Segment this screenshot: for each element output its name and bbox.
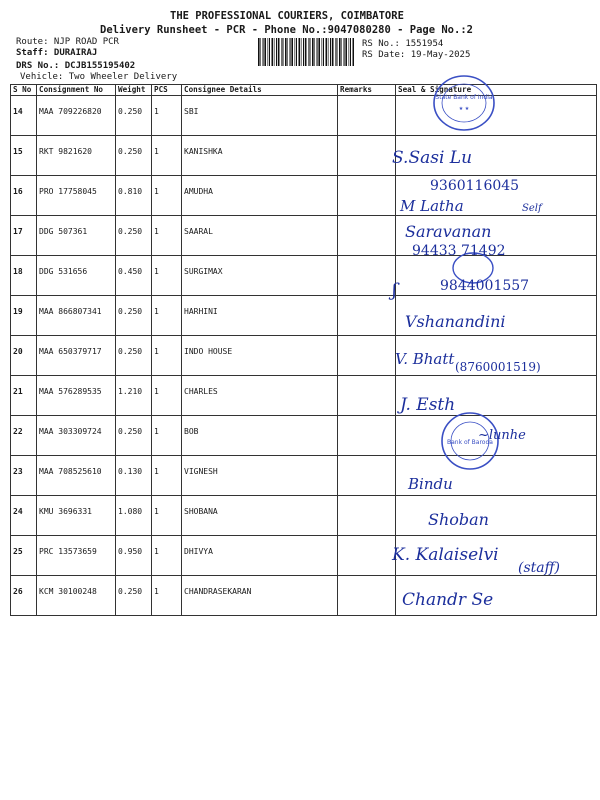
cell-consignment-no: DDG 531656 — [37, 256, 116, 296]
phone-row-16: 9360116045 — [430, 178, 520, 194]
cell-consignment-no: MAA 709226820 — [37, 96, 116, 136]
cell-sno: 19 — [11, 296, 37, 336]
cell-sno: 23 — [11, 456, 37, 496]
cell-weight: 0.250 — [116, 96, 152, 136]
cell-seal-signature — [396, 496, 597, 536]
cell-pcs: 1 — [152, 456, 182, 496]
cell-consignee: AMUDHA — [182, 176, 338, 216]
cell-consignment-no: PRC 13573659 — [37, 536, 116, 576]
cell-weight: 1.210 — [116, 376, 152, 416]
cell-sno: 26 — [11, 576, 37, 616]
cell-sno: 18 — [11, 256, 37, 296]
col-header-pcs: PCS — [152, 85, 182, 96]
cell-consignee: KANISHKA — [182, 136, 338, 176]
cell-remarks — [338, 176, 396, 216]
signature-row-15: S.Sasi Lu — [392, 148, 473, 168]
cell-pcs: 1 — [152, 576, 182, 616]
cell-remarks — [338, 136, 396, 176]
cell-weight: 0.250 — [116, 136, 152, 176]
signature-row-18: ʃ — [392, 280, 397, 301]
cell-consignee: SHOBANA — [182, 496, 338, 536]
phone-row-18: 9844001557 — [440, 278, 530, 294]
cell-consignee: CHANDRASEKARAN — [182, 576, 338, 616]
col-header-seal-signature: Seal & Signature — [396, 85, 597, 96]
table-row — [11, 216, 597, 256]
cell-pcs: 1 — [152, 256, 182, 296]
table-row — [11, 136, 597, 176]
table-row — [11, 496, 597, 536]
rs-number: RS No.: 1551954 — [362, 39, 444, 49]
cell-pcs: 1 — [152, 536, 182, 576]
col-header-weight: Weight — [116, 85, 152, 96]
cell-consignee: DHIVYA — [182, 536, 338, 576]
runsheet-subtitle: Delivery Runsheet - PCR - Phone No.:9047080280 - Page No.:2 — [100, 24, 473, 36]
table-header-row — [11, 85, 597, 96]
cell-consignment-no: MAA 708525610 — [37, 456, 116, 496]
cell-weight: 0.810 — [116, 176, 152, 216]
runsheet-table — [10, 84, 597, 616]
table-row — [11, 576, 597, 616]
cell-weight: 0.250 — [116, 576, 152, 616]
rs-date: RS Date: 19-May-2025 — [362, 50, 471, 60]
cell-sno: 14 — [11, 96, 37, 136]
cell-pcs: 1 — [152, 136, 182, 176]
barcode-image — [258, 38, 354, 66]
cell-weight: 0.450 — [116, 256, 152, 296]
cell-consignment-no: MAA 866807341 — [37, 296, 116, 336]
drs-label: DRS No.: DCJB155195402 — [16, 61, 136, 71]
cell-sno: 24 — [11, 496, 37, 536]
signature-row-20: V. Bhatt — [395, 350, 455, 368]
signature-row-24: Shoban — [428, 510, 489, 529]
cell-consignee: SAARAL — [182, 216, 338, 256]
table-row — [11, 96, 597, 136]
bob-stamp-text: Bank of Baroda — [447, 439, 493, 446]
cell-consignee: INDO HOUSE — [182, 336, 338, 376]
cell-pcs: 1 — [152, 416, 182, 456]
note-row-16: Self — [522, 203, 542, 214]
cell-remarks — [338, 576, 396, 616]
cell-sno: 15 — [11, 136, 37, 176]
cell-weight: 0.950 — [116, 536, 152, 576]
cell-sno: 22 — [11, 416, 37, 456]
cell-weight: 1.080 — [116, 496, 152, 536]
cell-sno: 21 — [11, 376, 37, 416]
cell-consignee: SBI — [182, 96, 338, 136]
cell-consignee: VIGNESH — [182, 456, 338, 496]
staff-label: Staff: DURAIRAJ — [16, 48, 98, 58]
table-row — [11, 296, 597, 336]
cell-remarks — [338, 96, 396, 136]
col-header-remarks: Remarks — [338, 85, 396, 96]
cell-remarks — [338, 296, 396, 336]
cell-remarks — [338, 256, 396, 296]
signature-row-16: M Latha — [400, 197, 464, 215]
cell-weight: 0.250 — [116, 296, 152, 336]
cell-sno: 25 — [11, 536, 37, 576]
signature-row-19: Vshanandini — [405, 312, 506, 331]
table-row — [11, 536, 597, 576]
company-title: THE PROFESSIONAL COURIERS, COIMBATORE — [170, 10, 404, 22]
cell-sno: 16 — [11, 176, 37, 216]
cell-pcs: 1 — [152, 336, 182, 376]
cell-remarks — [338, 416, 396, 456]
note-row-25: (staff) — [518, 560, 560, 576]
cell-consignee: CHARLES — [182, 376, 338, 416]
cell-weight: 0.250 — [116, 416, 152, 456]
cell-consignment-no: DDG 507361 — [37, 216, 116, 256]
svg-text:★ ★: ★ ★ — [458, 106, 470, 112]
table-row — [11, 376, 597, 416]
cell-consignment-no: KCM 30100248 — [37, 576, 116, 616]
signature-row-25: K. Kalaiselvi — [392, 545, 499, 565]
sbi-stamp-text: State Bank of India — [435, 94, 493, 101]
phone-row-20: (8760001519) — [455, 360, 541, 374]
route-label: Route: NJP ROAD PCR — [16, 37, 119, 47]
cell-remarks — [338, 216, 396, 256]
cell-consignment-no: MAA 650379717 — [37, 336, 116, 376]
cell-consignee: SURGIMAX — [182, 256, 338, 296]
vehicle-label: Vehicle: Two Wheeler Delivery — [20, 72, 178, 82]
cell-pcs: 1 — [152, 376, 182, 416]
phone-row-17: 94433 71492 — [412, 243, 506, 259]
cell-weight: 0.250 — [116, 216, 152, 256]
cell-consignee: BOB — [182, 416, 338, 456]
table-row — [11, 456, 597, 496]
cell-remarks — [338, 336, 396, 376]
cell-remarks — [338, 536, 396, 576]
cell-weight: 0.250 — [116, 336, 152, 376]
cell-consignment-no: MAA 303309724 — [37, 416, 116, 456]
cell-pcs: 1 — [152, 496, 182, 536]
col-header-sno: S No — [11, 85, 37, 96]
cell-consignee: HARHINI — [182, 296, 338, 336]
cell-pcs: 1 — [152, 176, 182, 216]
cell-remarks — [338, 376, 396, 416]
signature-row-21: J. Esth — [400, 395, 456, 415]
cell-sno: 17 — [11, 216, 37, 256]
cell-consignment-no: KMU 3696331 — [37, 496, 116, 536]
cell-pcs: 1 — [152, 96, 182, 136]
cell-sno: 20 — [11, 336, 37, 376]
cell-pcs: 1 — [152, 216, 182, 256]
signature-row-23: Bindu — [408, 475, 453, 493]
cell-consignment-no: RKT 9821620 — [37, 136, 116, 176]
cell-consignment-no: PRO 17758045 — [37, 176, 116, 216]
cell-remarks — [338, 496, 396, 536]
cell-consignment-no: MAA 576289535 — [37, 376, 116, 416]
signature-row-22: ~lunhe — [478, 428, 526, 443]
col-header-consignee: Consignee Details — [182, 85, 338, 96]
signature-row-26: Chandr Se — [402, 590, 494, 610]
cell-weight: 0.130 — [116, 456, 152, 496]
cell-pcs: 1 — [152, 296, 182, 336]
cell-remarks — [338, 456, 396, 496]
col-header-consignment: Consignment No — [37, 85, 116, 96]
sbi-seal-stamp — [430, 72, 498, 134]
signature-row-17: Saravanan — [405, 222, 492, 241]
